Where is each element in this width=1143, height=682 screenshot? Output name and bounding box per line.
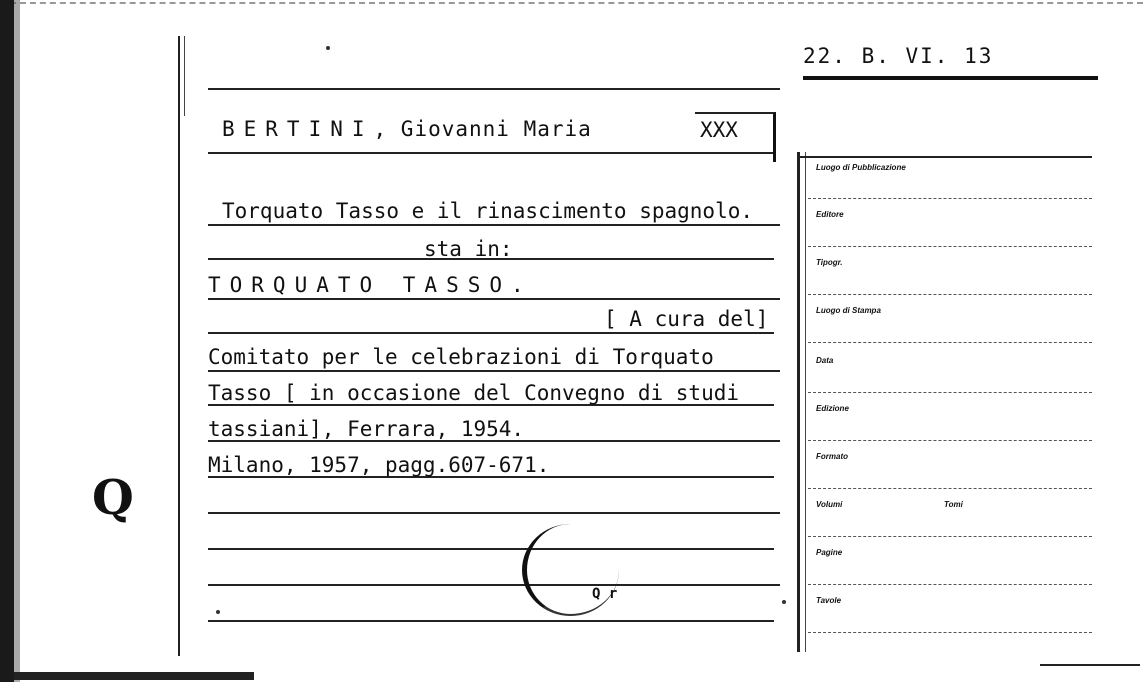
field-label-pagine: Pagine bbox=[816, 548, 843, 557]
contained-in-line: sta in: bbox=[424, 237, 513, 261]
field-label-formato: Formato bbox=[816, 452, 848, 461]
rule-line bbox=[208, 512, 780, 514]
field-label-tipogr: Tipogr. bbox=[816, 258, 843, 267]
left-edge-shadow-inner bbox=[14, 0, 20, 682]
panel-inner-rule bbox=[805, 152, 806, 652]
editor-line: [ A cura del] bbox=[604, 307, 769, 331]
ink-dot bbox=[326, 46, 330, 50]
field-line bbox=[808, 294, 1092, 295]
margin-mark: Q bbox=[92, 470, 134, 526]
author-surname: BERTINI bbox=[222, 117, 374, 141]
ink-dot bbox=[782, 600, 786, 604]
field-line bbox=[808, 392, 1092, 393]
field-label-data: Data bbox=[816, 356, 834, 365]
title-line: Torquato Tasso e il rinascimento spagnolo. bbox=[222, 199, 754, 223]
collection-title: TORQUATO TASSO. bbox=[208, 273, 533, 297]
field-line bbox=[808, 632, 1092, 633]
rule-line bbox=[208, 332, 774, 334]
field-line bbox=[808, 440, 1092, 441]
rule-line bbox=[208, 584, 780, 586]
field-line bbox=[808, 342, 1092, 343]
rule-line bbox=[208, 548, 774, 550]
field-line bbox=[808, 198, 1092, 199]
top-edge bbox=[0, 2, 1143, 14]
body-line: tassiani], Ferrara, 1954. bbox=[208, 417, 525, 441]
classification-code: XXX bbox=[700, 118, 738, 142]
author-given-name: , Giovanni Maria bbox=[373, 117, 592, 141]
author-heading bbox=[222, 116, 592, 142]
imprint-line: Milano, 1957, pagg.607-671. bbox=[208, 453, 550, 477]
rule-line bbox=[208, 298, 780, 300]
rule-line bbox=[208, 370, 780, 372]
field-label-volumi: Volumi bbox=[816, 500, 843, 509]
body-line: Comitato per le celebrazioni di Torquato bbox=[208, 345, 714, 369]
bottom-right-rule bbox=[1040, 664, 1140, 666]
rule-line bbox=[208, 620, 774, 622]
field-line bbox=[808, 536, 1092, 537]
field-label-luogo-stampa: Luogo di Stampa bbox=[816, 306, 881, 315]
rule-line bbox=[208, 224, 780, 226]
rule-line bbox=[208, 152, 774, 154]
field-label-tomi: Tomi bbox=[944, 500, 963, 509]
library-stamp bbox=[522, 524, 619, 616]
bibliographic-fields-panel bbox=[797, 152, 1096, 652]
left-edge-shadow bbox=[0, 0, 14, 682]
field-label-tavole: Tavole bbox=[816, 596, 842, 605]
field-label-editore: Editore bbox=[816, 210, 844, 219]
margin-rule bbox=[178, 36, 180, 656]
margin-rule-secondary bbox=[184, 36, 185, 116]
shelfmark: 22. B. VI. 13 bbox=[803, 44, 1098, 80]
field-line bbox=[808, 488, 1092, 489]
field-label-edizione: Edizione bbox=[816, 404, 849, 413]
stamp-mark: Q r bbox=[592, 586, 618, 602]
ink-dot bbox=[216, 610, 220, 614]
field-label-luogo-pubblicazione: Luogo di Pubblicazione bbox=[816, 163, 906, 172]
panel-top-rule bbox=[800, 156, 1092, 158]
body-line: Tasso [ in occasione del Convegno di studi bbox=[208, 381, 740, 405]
field-line bbox=[808, 246, 1092, 247]
rule-line bbox=[208, 88, 780, 90]
bottom-edge-strip bbox=[14, 672, 254, 680]
field-line bbox=[808, 584, 1092, 585]
